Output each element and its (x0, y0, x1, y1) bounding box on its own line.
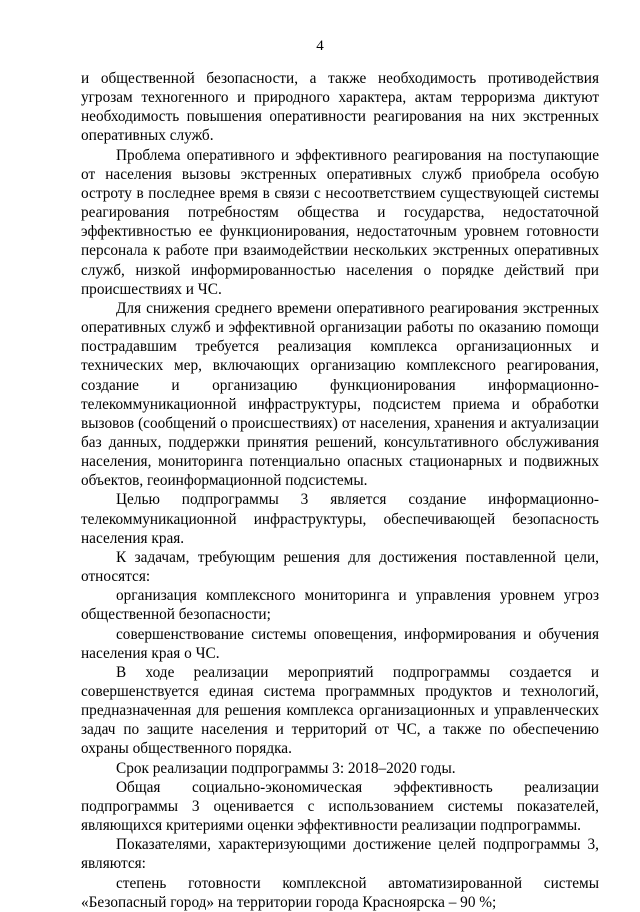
paragraph-11: Показателями, характеризующими достижение целей подпрограммы 3, являются: (81, 836, 599, 873)
paragraph-3: Для снижения среднего времени оперативного реагирования экстренных оперативных служб и эффективной организации работы по оказанию помощи пострадавшим требуется реализация комплекса организационных и технических мер, включающих организацию комплексного реагирования, создание и организацию функционирования информационно-телекоммуникационной инфраструктуры, подсистем приема и обработки вызовов (сообщений о происшествиях) от населения, хранения и актуализации баз данных, поддержки принятия решений, консультативного обслуживания населения, мониторинга потенциально опасных стационарных и подвижных объектов, геоинформационной подсистемы. (81, 299, 599, 490)
paragraph-4: Целью подпрограммы 3 является создание информационно-телекоммуникационной инфраструктуры, обеспечивающей безопасность населения края. (81, 491, 599, 547)
paragraph-12: степень готовности комплексной автоматизированной системы «Безопасный город» на территории города Красноярска – 90 %; (81, 874, 599, 911)
paragraph-1: и общественной безопасности, а также необходимость противодействия угрозам техногенного и природного характера, актам терроризма диктуют необходимость повышения оперативности реагирования на них экстренных оперативных служб. (81, 70, 599, 145)
paragraph-9: Срок реализации подпрограммы 3: 2018–2020 годы. (116, 759, 456, 777)
paragraph-8: В ходе реализации мероприятий подпрограммы создается и совершенствуется единая система программных продуктов и технологий, предназначенная для решения комплекса организационных и управленческих задач по защите населения и территорий от ЧС, а также по обеспечению охраны общественного порядка. (81, 663, 599, 758)
paragraph-2: Проблема оперативного и эффективного реагирования на поступающие от населения вызовы экстренных оперативных служб приобрела особую остроту в последнее время в связи с несоответствием существующей системы реагирования потребностям общества и государства, недостаточной эффективностью ее функционирования, недостаточным уровнем готовности персонала к работе при взаимодействии нескольких экстренных оперативных служб, низкой информированностью населения о порядке действий при происшествиях и ЧС. (81, 146, 599, 298)
page-number: 4 (316, 38, 324, 54)
document-body (81, 69, 599, 912)
paragraph-7: совершенствование системы оповещения, информирования и обучения населения края о ЧС. (81, 625, 599, 662)
paragraph-5: К задачам, требующим решения для достижения поставленной цели, относятся: (81, 548, 599, 586)
paragraph-10: Общая социально-экономическая эффективность реализации подпрограммы 3 оценивается с использованием системы показателей, являющихся критериями оценки эффективности реализации подпрограммы. (81, 778, 599, 835)
paragraph-6: организация комплексного мониторинга и управления уровнем угроз общественной безопасности; (81, 587, 599, 624)
